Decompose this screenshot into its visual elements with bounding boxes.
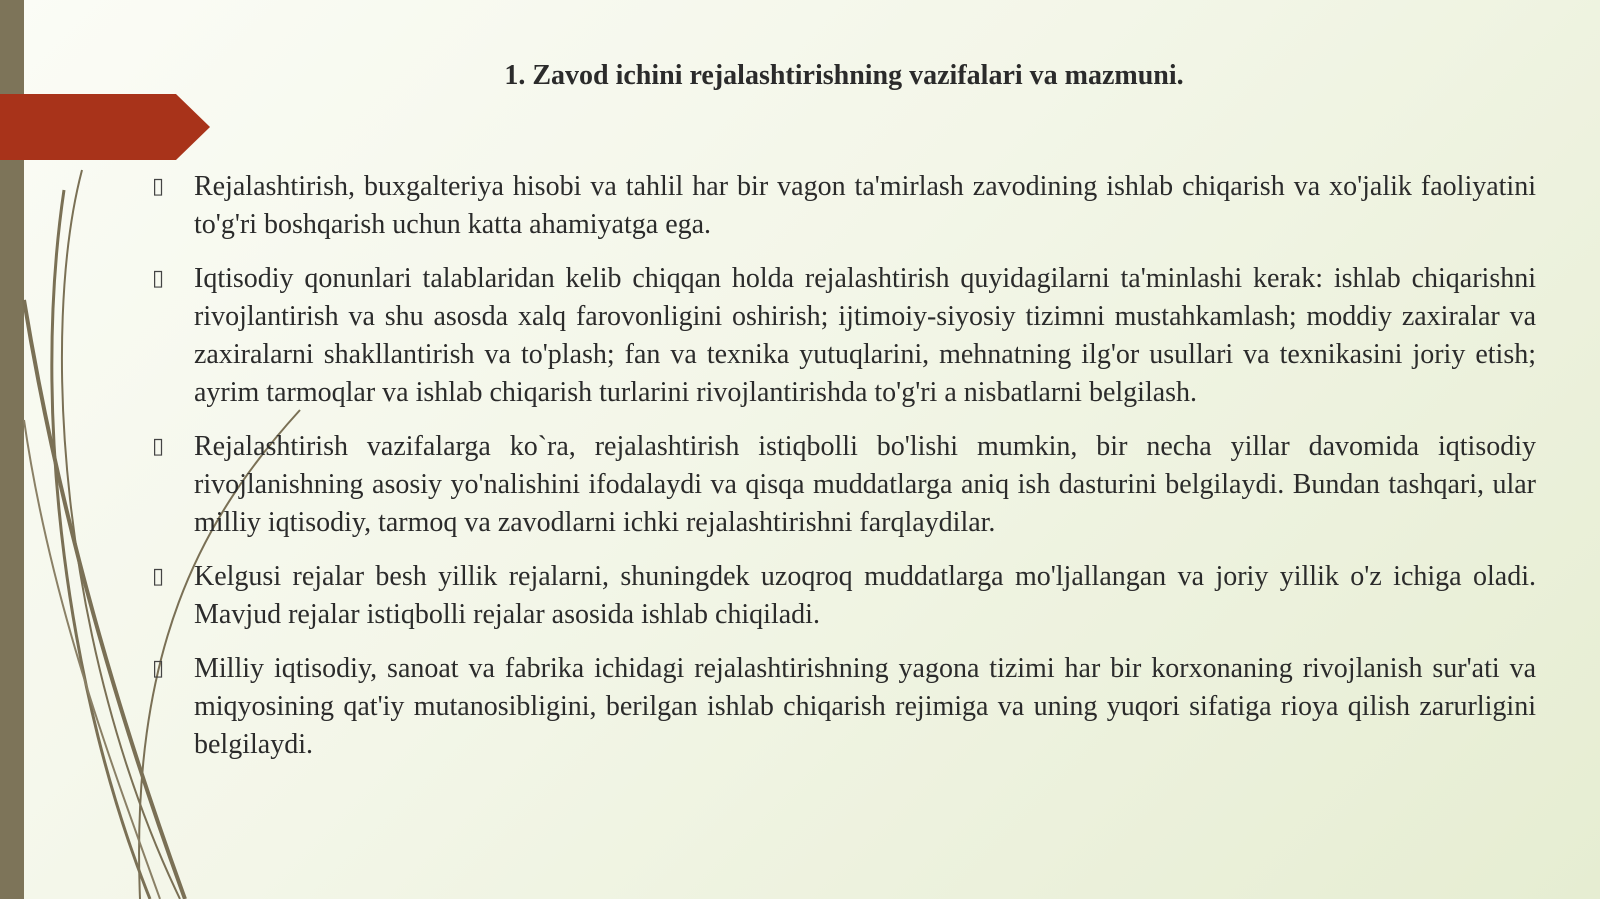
list-item: [152, 428, 1536, 542]
list-item: [152, 650, 1536, 764]
bullet-icon: ▯: [152, 656, 165, 681]
bullet-icon: ▯: [152, 434, 165, 459]
bullet-icon: ▯: [152, 564, 165, 589]
bullet-icon: ▯: [152, 266, 165, 291]
bullet-text: Iqtisodiy qonunlari talablaridan kelib chiqqan holda rejalashtirish quyidagilarni ta'minlashi kerak: ishlab chiqarishni rivojlantirish va shu asosda xalq farovonligini oshirish; ijtimoiy-siyosiy tizimni mustahkamlash; moddiy zaxiralar va zaxiralarni shakllantirish va to'plash; fan va texnika yutuqlarini, mehnatning ilg'or usullari va texnikasini joriy etish; ayrim tarmoqlar va ishlab chiqarish turlarini rivojlantirishda to'g'ri a nisbatlarni belgilash.: [194, 263, 1536, 408]
bullet-text: Milliy iqtisodiy, sanoat va fabrika ichidagi rejalashtirishning yagona tizimi har bir korxonaning rivojlanish sur'ati va miqyosining qat'iy mutanosibligini, berilgan ishlab chiqarish rejimiga va uning yuqori sifatiga rioya qilish zarurligini belgilaydi.: [194, 653, 1536, 760]
slide-title: 1. Zavod ichini rejalashtirishning vazifalari va mazmuni.: [504, 60, 1184, 91]
list-item: [152, 260, 1536, 412]
bullet-list: [152, 168, 1536, 780]
bullet-icon: ▯: [152, 174, 165, 199]
bullet-text: Kelgusi rejalar besh yillik rejalarni, shuningdek uzoqroq muddatlarga mo'ljallangan va joriy yillik o'z ichiga oladi. Mavjud rejalar istiqbolli rejalar asosida ishlab chiqiladi.: [194, 561, 1536, 630]
list-item: [152, 168, 1536, 244]
bullet-text: Rejalashtirish vazifalarga ko`ra, rejalashtirish istiqbolli bo'lishi mumkin, bir necha yillar davomida iqtisodiy rivojlanishning asosiy yo'nalishini ifodalaydi va qisqa muddatlarga aniq ish dasturini belgilaydi. Bundan tashqari, ular milliy iqtisodiy, tarmoq va zavodlarni ichki rejalashtirishni farqlaydilar.: [194, 431, 1536, 538]
list-item: [152, 558, 1536, 634]
red-arrow-shape: [0, 94, 210, 160]
bullet-text: Rejalashtirish, buxgalteriya hisobi va tahlil har bir vagon ta'mirlash zavodining ishlab chiqarish va xo'jalik faoliyatini to'g'ri boshqarish uchun katta ahamiyatga ega.: [194, 171, 1536, 240]
